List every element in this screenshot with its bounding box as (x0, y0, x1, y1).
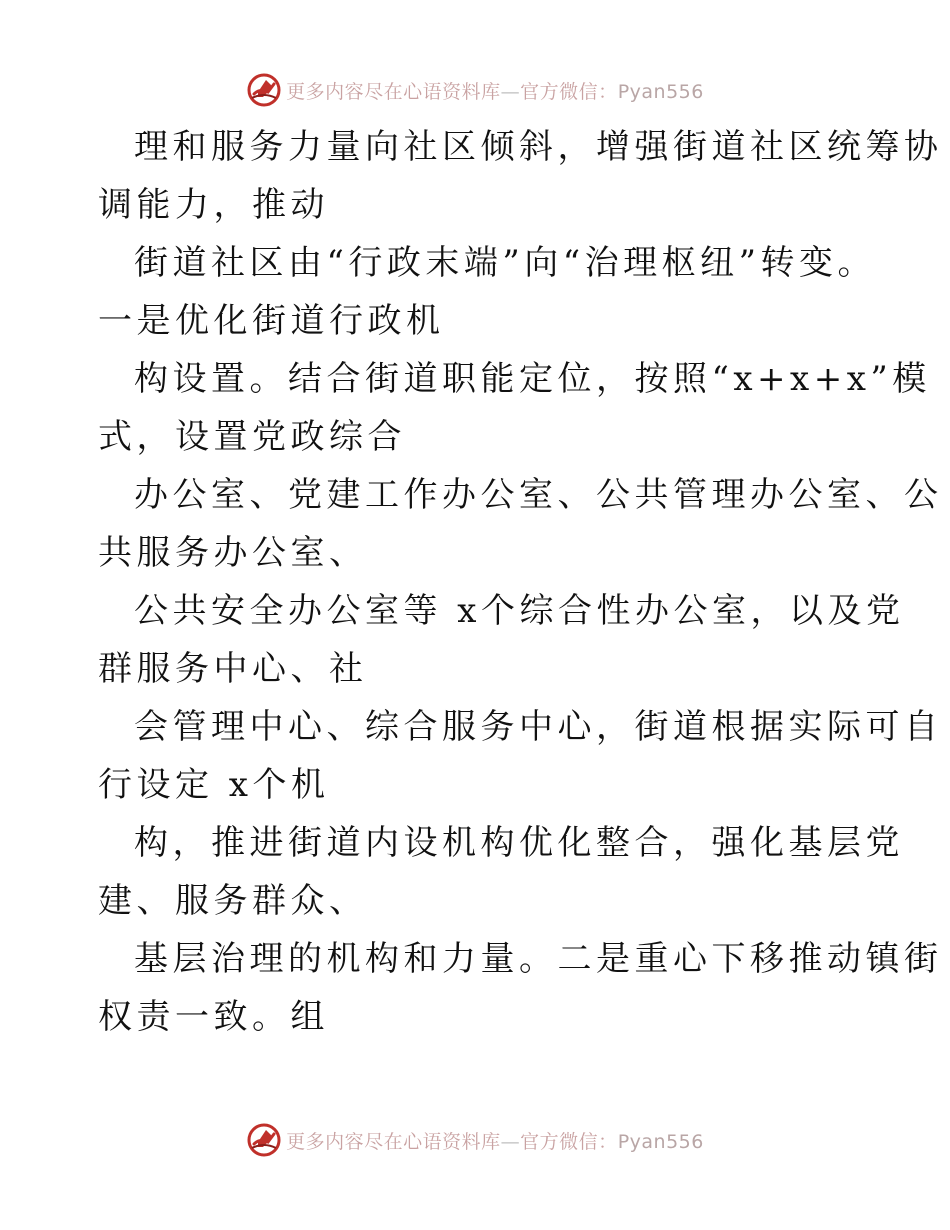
text-line: 基层治理的机构和力量。二是重心下移推动镇街 (134, 939, 943, 979)
footer-dash: — (500, 1130, 521, 1153)
text-line: 构，推进街道内设机构优化整合，强化基层党 (134, 823, 904, 863)
header-site-text: 更多内容尽在心语资料库 (286, 80, 501, 103)
body-text (98, 118, 943, 1046)
text-line: 街道社区由“行政末端”向“治理枢纽”转变。 (134, 243, 877, 283)
header-wechat-label: 官方微信： (520, 80, 618, 103)
text-line: 构设置。结合街道职能定位，按照“x+x+x”模 (134, 359, 931, 399)
text-line: 式，设置党政综合 (98, 417, 406, 457)
text-line: 共服务办公室、 (98, 533, 368, 573)
footer-watermark (0, 1120, 950, 1160)
text-line: 行设定 x个机 (98, 765, 330, 805)
text-line: 权责一致。组 (98, 997, 329, 1037)
text-line: 建、服务群众、 (98, 881, 368, 921)
header-dash: — (500, 80, 521, 103)
text-line: 一是优化街道行政机 (98, 301, 445, 341)
text-line: 调能力，推动 (98, 185, 329, 225)
header-account: Pyan556 (617, 80, 704, 103)
text-line: 公共安全办公室等 x个综合性办公室，以及党 (134, 591, 905, 631)
text-line: 群服务中心、社 (98, 649, 368, 689)
text-line: 会管理中心、综合服务中心，街道根据实际可自 (134, 707, 943, 747)
footer-account: Pyan556 (617, 1130, 704, 1153)
text-line: 办公室、党建工作办公室、公共管理办公室、公 (134, 475, 943, 515)
book-pen-logo-icon (246, 72, 282, 108)
footer-site-text: 更多内容尽在心语资料库 (286, 1130, 501, 1153)
book-pen-logo-icon (246, 1122, 282, 1158)
text-line: 理和服务力量向社区倾斜，增强街道社区统筹协 (134, 127, 943, 167)
header-watermark (0, 70, 950, 110)
footer-wechat-label: 官方微信： (520, 1130, 618, 1153)
